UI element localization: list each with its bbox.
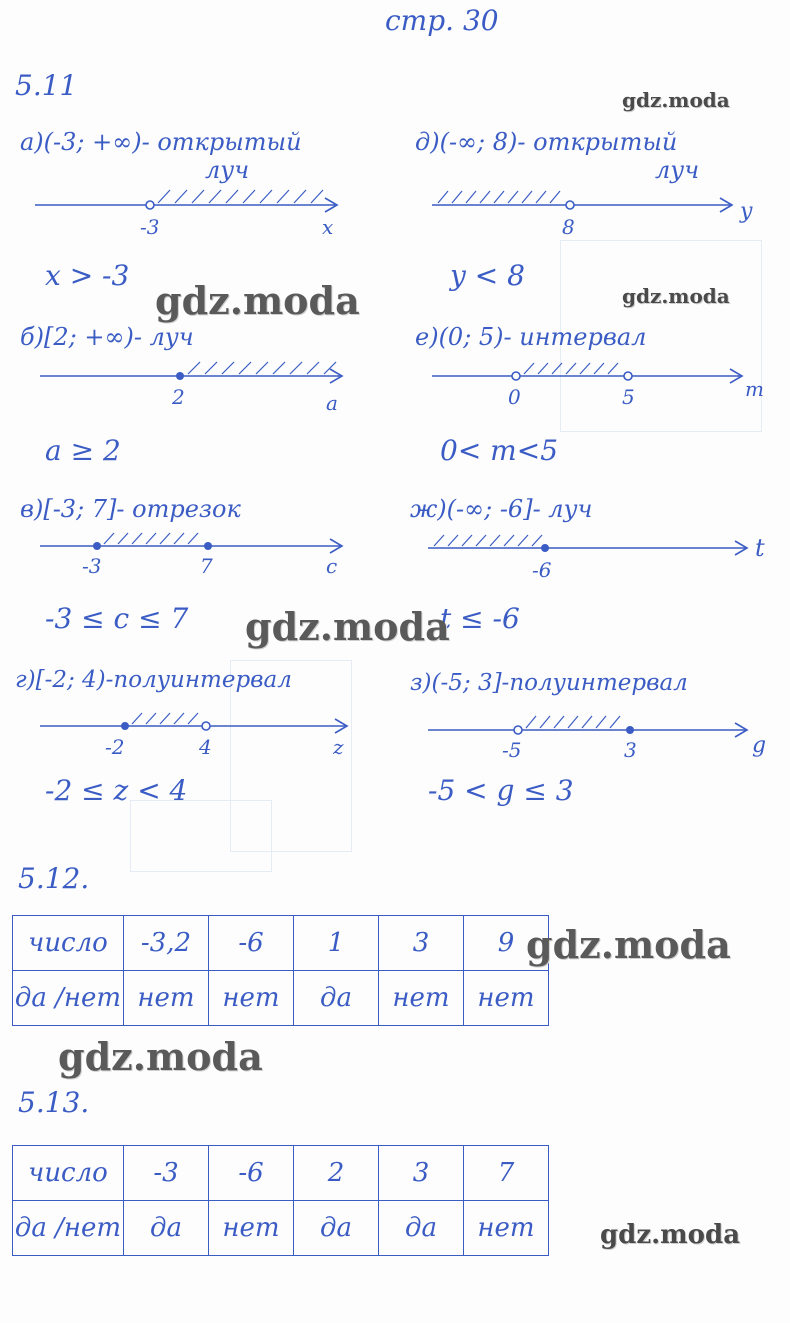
table-row [13, 1146, 549, 1201]
table-cell: нет [464, 1201, 549, 1256]
item-z-answer: -5 < g ≤ 3 [428, 774, 574, 807]
table-cell: 7 [464, 1146, 549, 1201]
table-cell: нет [124, 971, 209, 1026]
tick-label: 3 [624, 738, 637, 762]
item-v-label: в)[-3; 7]- отрезок [20, 495, 241, 523]
axis-variable: g [752, 733, 767, 758]
watermark: gdz.moda [155, 278, 360, 323]
item-e-label: е)(0; 5)- интервал [415, 323, 647, 351]
section-number-5-11: 5.11 [15, 69, 78, 102]
tick-label: 8 [562, 215, 575, 239]
table-cell: 9 [464, 916, 549, 971]
item-d-label: д)(-∞; 8)- открытый [415, 128, 678, 156]
table-row [13, 1201, 549, 1256]
table-cell: -3 [124, 1146, 209, 1201]
item-d-answer: y < 8 [450, 259, 525, 292]
tick-label: 4 [199, 735, 212, 759]
item-a-label: а)(-3; +∞)- открытый [20, 128, 302, 156]
item-b-answer: a ≥ 2 [45, 434, 121, 467]
table-cell: 3 [379, 1146, 464, 1201]
tick-label: 2 [172, 385, 185, 409]
number-line-g [40, 713, 347, 733]
tick-label: -3 [82, 554, 102, 578]
table-cell: да [294, 1201, 379, 1256]
tick-label: -5 [502, 738, 522, 762]
number-line-z [428, 716, 747, 737]
number-line-b [40, 362, 342, 383]
watermark: gdz.moda [245, 604, 450, 649]
watermark: gdz.moda [58, 1034, 263, 1079]
table-5-13 [12, 1145, 549, 1256]
table-row [13, 971, 549, 1026]
item-zh-answer: t ≤ -6 [440, 602, 520, 635]
item-a-answer: x > -3 [45, 259, 130, 292]
axis-variable: x [322, 215, 334, 239]
table-row [13, 916, 549, 971]
number-line-a [35, 190, 337, 212]
table-cell: да /нет [13, 1201, 124, 1256]
number-line-d [432, 191, 732, 212]
watermark: gdz.moda [600, 1220, 741, 1250]
axis-variable: m [745, 377, 764, 401]
number-line-v [40, 533, 342, 553]
table-cell: нет [379, 971, 464, 1026]
tick-label: -3 [140, 215, 160, 239]
table-cell: -6 [209, 1146, 294, 1201]
tick-label: 0 [508, 385, 521, 409]
axis-variable: y [740, 199, 753, 224]
table-5-12 [12, 915, 549, 1026]
item-a-label2: луч [205, 156, 250, 184]
table-cell: нет [464, 971, 549, 1026]
table-cell: нет [209, 1201, 294, 1256]
item-zh-label: ж)(-∞; -6]- луч [410, 495, 593, 523]
table-cell: да [294, 971, 379, 1026]
table-cell: число [13, 1146, 124, 1201]
table-cell: да [124, 1201, 209, 1256]
table-cell: нет [209, 971, 294, 1026]
tick-label: 7 [200, 554, 213, 578]
page-label: стр. 30 [385, 4, 499, 37]
table-cell: 2 [294, 1146, 379, 1201]
axis-variable: a [326, 391, 338, 415]
tick-label: 5 [622, 385, 635, 409]
watermark: gdz.moda [526, 922, 731, 967]
axis-variable: z [333, 735, 344, 759]
table-cell: да [379, 1201, 464, 1256]
axis-variable: t [755, 534, 765, 562]
tick-label: -2 [105, 735, 125, 759]
item-e-answer: 0< m<5 [440, 434, 559, 467]
table-cell: да /нет [13, 971, 124, 1026]
section-number-5-12: 5.12. [18, 862, 90, 895]
axis-variable: c [326, 554, 338, 578]
item-g-label: г)[-2; 4)-полуинтервал [15, 667, 292, 693]
table-cell: 1 [294, 916, 379, 971]
table-cell: -6 [209, 916, 294, 971]
section-number-5-13: 5.13. [18, 1086, 90, 1119]
number-line-e [432, 363, 742, 383]
item-d-label2: луч [655, 156, 700, 184]
item-z-label: з)(-5; 3]-полуинтервал [410, 670, 688, 696]
table-cell: число [13, 916, 124, 971]
item-g-answer: -2 ≤ z < 4 [45, 774, 188, 807]
table-cell: 3 [379, 916, 464, 971]
watermark: gdz.moda [622, 88, 730, 112]
tick-label: -6 [532, 558, 552, 582]
number-line-zh [428, 535, 747, 555]
watermark: gdz.moda [622, 284, 730, 308]
table-cell: -3,2 [124, 916, 209, 971]
item-b-label: б)[2; +∞)- луч [20, 323, 194, 351]
item-v-answer: -3 ≤ c ≤ 7 [45, 602, 189, 635]
